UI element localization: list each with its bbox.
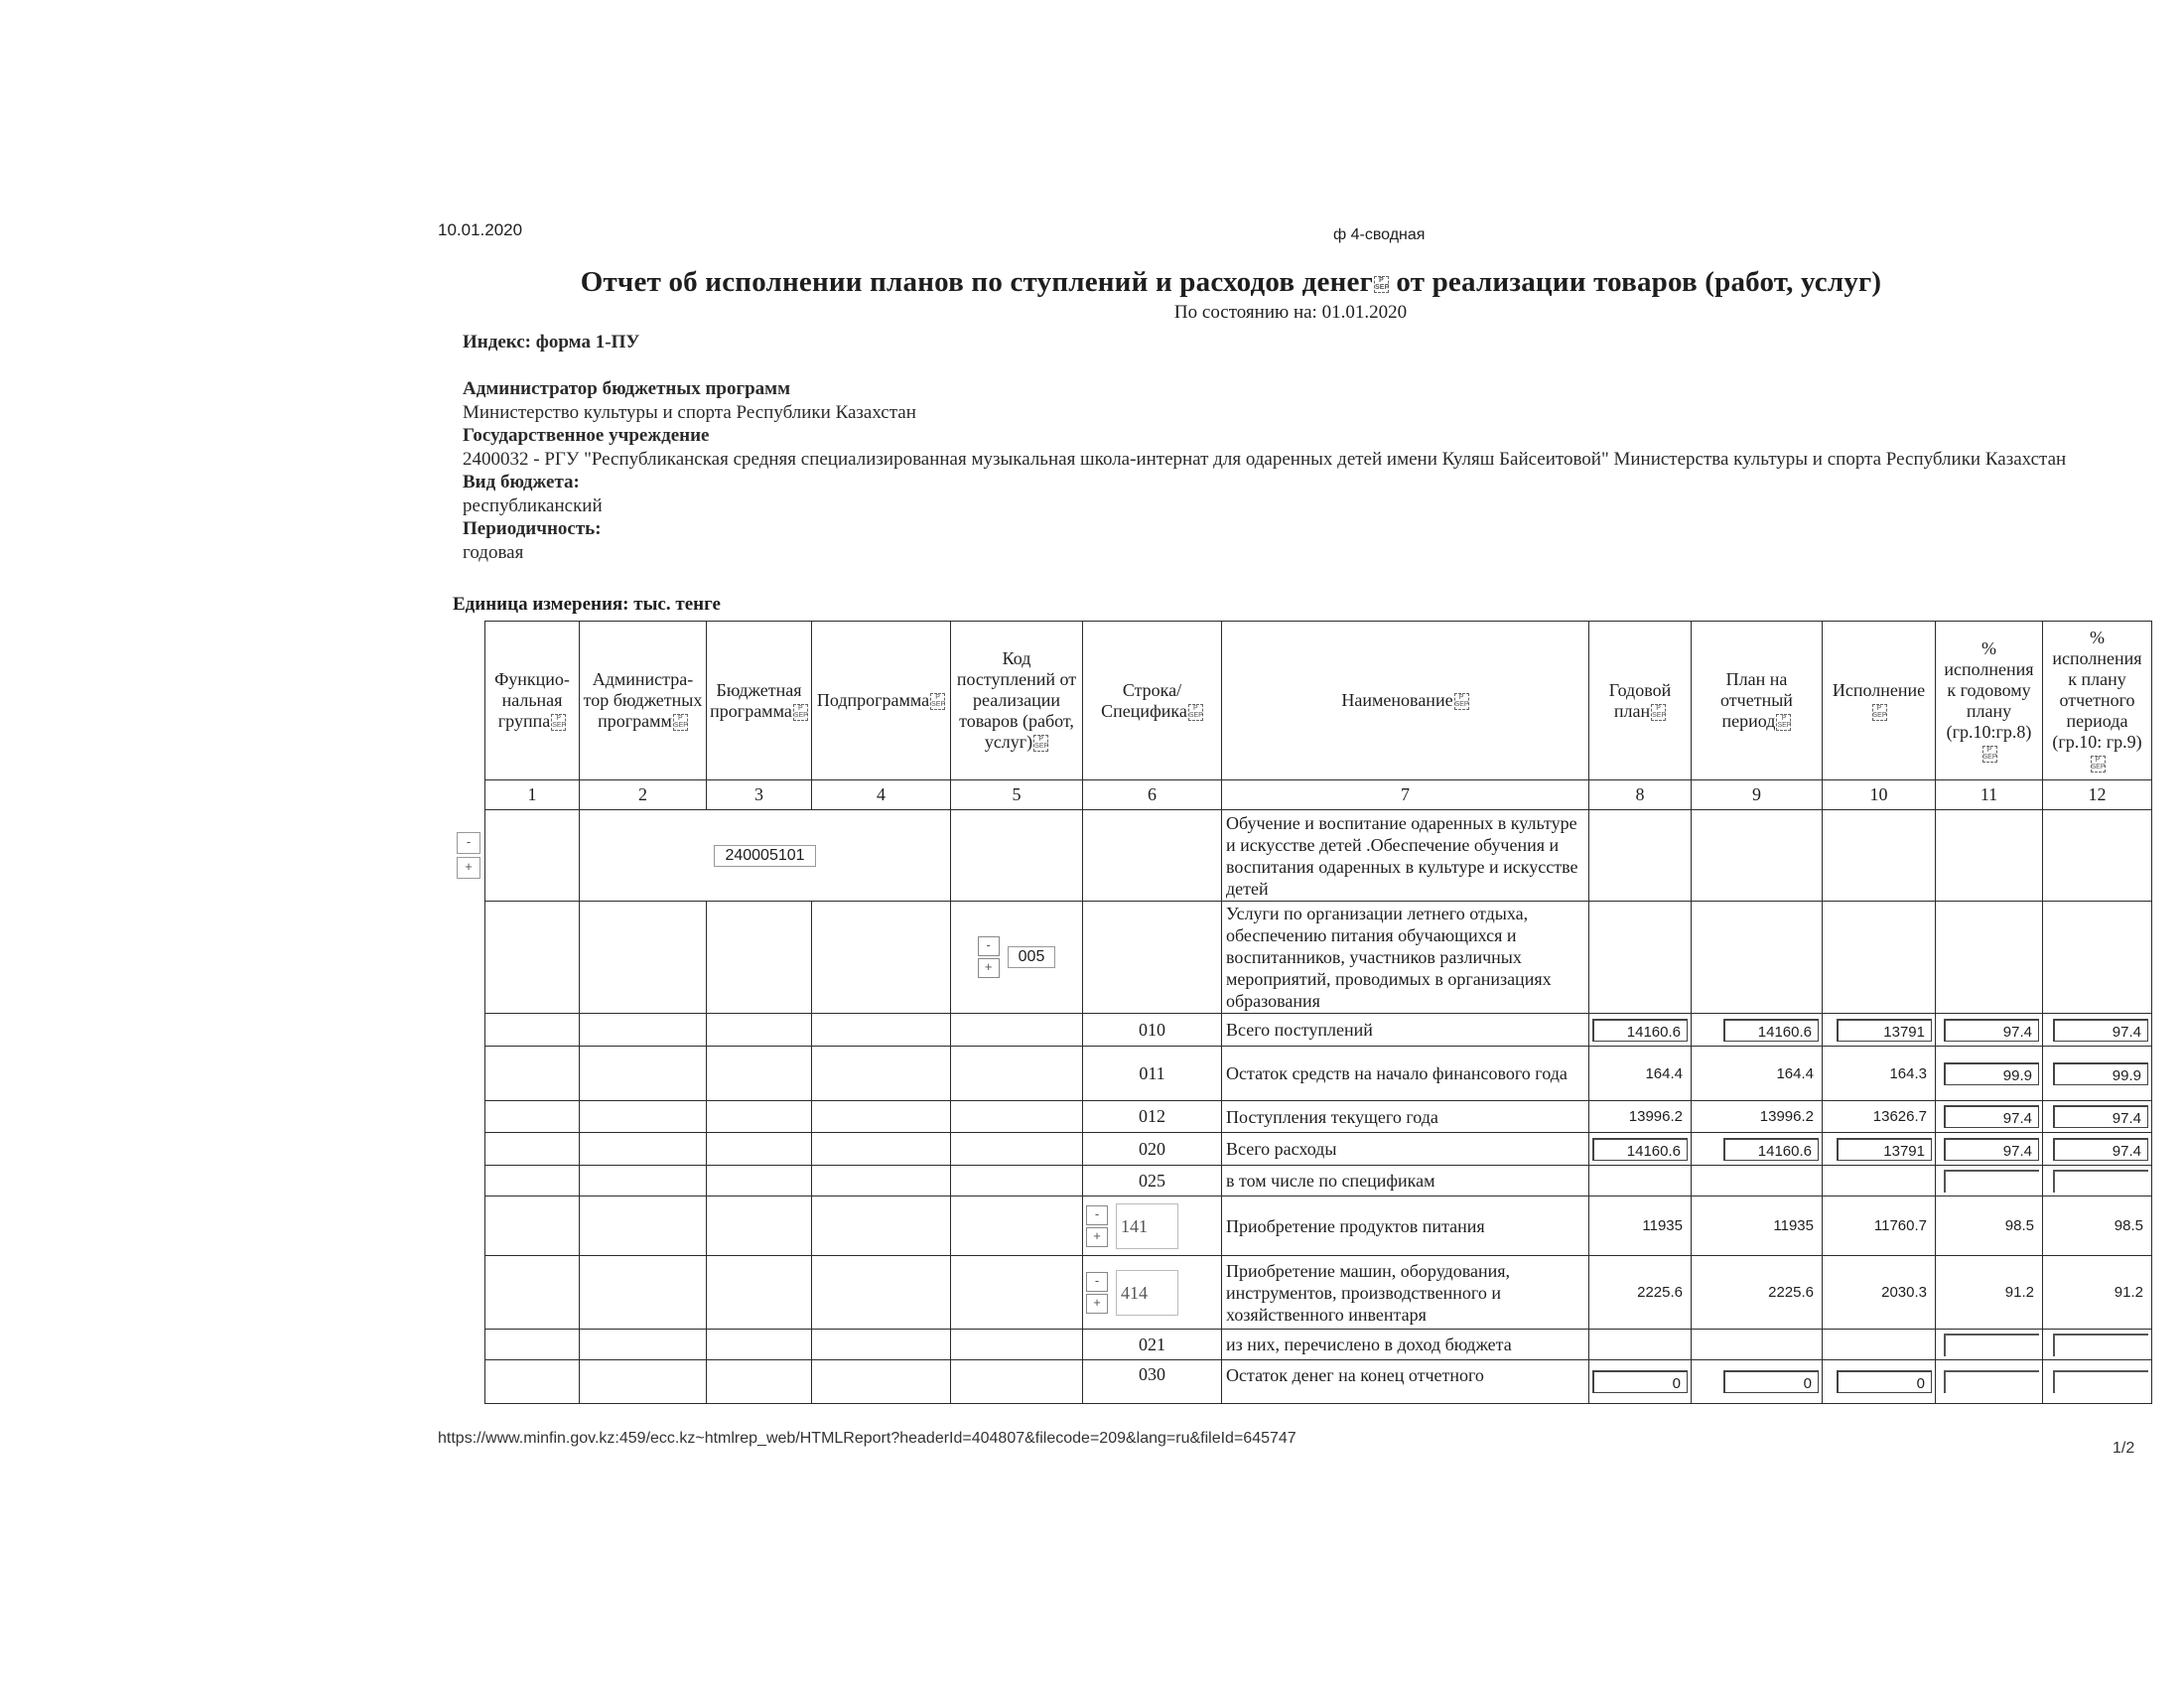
- expand-icon[interactable]: +: [1086, 1294, 1108, 1314]
- col-header-1: Функцио-нальная группа P SEP: [485, 622, 580, 780]
- col-number: 9: [1692, 780, 1823, 810]
- spec-toggle[interactable]: [1086, 1271, 1108, 1315]
- period-plan-value[interactable]: 14160.6: [1723, 1019, 1819, 1042]
- program-row: [485, 810, 2152, 902]
- admin-value: Министерство культуры и спорта Республики Казахстан: [463, 401, 916, 423]
- table-row: [485, 1014, 2152, 1047]
- report-meta: [463, 377, 2101, 564]
- empty-input[interactable]: [2053, 1370, 2148, 1393]
- table-row: [485, 1101, 2152, 1133]
- pct-period-value[interactable]: 99.9: [2053, 1062, 2148, 1085]
- table-row: [485, 1196, 2152, 1256]
- sep-icon: P SEP: [552, 715, 567, 730]
- execution-value[interactable]: 13791: [1837, 1019, 1932, 1042]
- col-number: 11: [1936, 780, 2043, 810]
- col-number: 6: [1083, 780, 1222, 810]
- pct-year-value[interactable]: 97.4: [1944, 1019, 2039, 1042]
- col-header-2: Администра-тор бюджетных программ P SEP: [580, 622, 707, 780]
- col-number: 3: [707, 780, 812, 810]
- institution-label: Государственное учреждение: [463, 425, 710, 446]
- row-name: Всего расходы: [1222, 1133, 1589, 1166]
- annual-plan-value: 11935: [1589, 1196, 1692, 1256]
- annual-plan-value: 164.4: [1589, 1047, 1692, 1101]
- pct-period-value: 91.2: [2043, 1256, 2152, 1330]
- row-name: в том числе по спецификам: [1222, 1166, 1589, 1196]
- empty-input[interactable]: [2053, 1334, 2148, 1356]
- col-header-12: % исполнения к плану отчетного периода (гр.10: гр.9)P SEP: [2043, 622, 2152, 780]
- expand-icon[interactable]: +: [978, 958, 1000, 978]
- periodicity-value: годовая: [463, 541, 524, 563]
- annual-plan-value[interactable]: 14160.6: [1592, 1019, 1688, 1042]
- header-row: [485, 622, 2152, 780]
- title-part-2: ступлений и расходов денег: [1010, 266, 1373, 298]
- line-code: 011: [1083, 1047, 1222, 1101]
- col-number: 4: [812, 780, 951, 810]
- execution-value: 164.3: [1823, 1047, 1936, 1101]
- sep-icon: P SEP: [2091, 757, 2106, 772]
- table-row: [485, 1330, 2152, 1360]
- collapse-icon[interactable]: -: [978, 936, 1000, 956]
- period-plan-value: 13996.2: [1692, 1101, 1823, 1133]
- column-number-row: [485, 780, 2152, 810]
- spec-cell: [1083, 1196, 1222, 1256]
- period-plan-value: 2225.6: [1692, 1256, 1823, 1330]
- col-number: 8: [1589, 780, 1692, 810]
- col-number: 1: [485, 780, 580, 810]
- sep-icon: P SEP: [1454, 694, 1469, 709]
- revenue-name: Услуги по организации летнего отдыха, обеспечению питания обучающихся и воспитанников, участников различных мероприятий, проводимых в организациях образования: [1222, 902, 1589, 1014]
- line-code: 021: [1083, 1330, 1222, 1360]
- period-plan-value: 164.4: [1692, 1047, 1823, 1101]
- pct-year-value: 91.2: [1936, 1256, 2043, 1330]
- title-part-1: Отчет об исполнении планов по: [580, 266, 1004, 298]
- budget-type-label: Вид бюджета:: [463, 472, 580, 492]
- sep-icon: P SEP: [1652, 704, 1667, 719]
- empty-input[interactable]: [1944, 1170, 2039, 1193]
- annual-plan-value[interactable]: 0: [1592, 1370, 1688, 1393]
- row-name: Всего поступлений: [1222, 1014, 1589, 1047]
- table-row: [485, 1047, 2152, 1101]
- print-date: 10.01.2020: [438, 220, 523, 239]
- title-part-3: от реализации товаров (работ, услуг): [1396, 266, 1882, 298]
- col-header-4: Подпрограмма P SEP: [812, 622, 951, 780]
- source-url: https://www.minfin.gov.kz:459/ecc.kz~htmlrep_web/HTMLReport?headerId=404807&filecode=209&lang=ru&fileId=645747: [438, 1430, 1297, 1447]
- as-of-date: По состоянию на: 01.01.2020: [1173, 302, 1408, 323]
- periodicity-label: Периодичность:: [463, 518, 602, 539]
- sep-icon: P SEP: [1982, 746, 1997, 761]
- table-row: [485, 1256, 2152, 1330]
- execution-value[interactable]: 0: [1837, 1370, 1932, 1393]
- row-name: Приобретение продуктов питания: [1222, 1196, 1589, 1256]
- collapse-icon[interactable]: -: [1086, 1205, 1108, 1225]
- program-tree-toggle[interactable]: [457, 832, 480, 882]
- revenue-code-row: [485, 902, 2152, 1014]
- revenue-code[interactable]: 005: [1008, 946, 1056, 968]
- unit-of-measure: Единица измерения: тыс. тенге: [453, 594, 721, 615]
- row-name: Приобретение машин, оборудования, инструментов, производственного и хозяйственного инвентаря: [1222, 1256, 1589, 1330]
- annual-plan-value: 2225.6: [1589, 1256, 1692, 1330]
- line-code: 025: [1083, 1166, 1222, 1196]
- collapse-icon[interactable]: -: [1086, 1272, 1108, 1292]
- empty-input[interactable]: [2053, 1170, 2148, 1193]
- table-row: [485, 1166, 2152, 1196]
- sep-icon: P SEP: [1034, 736, 1049, 751]
- period-plan-value[interactable]: 0: [1723, 1370, 1819, 1393]
- empty-input[interactable]: [1944, 1370, 2039, 1393]
- period-plan-value: 11935: [1692, 1196, 1823, 1256]
- pct-period-value: 98.5: [2043, 1196, 2152, 1256]
- program-name: Обучение и воспитание одаренных в культуре и искусстве детей .Обеспечение обучения и воспитания одаренных в культуре и искусстве детей: [1222, 810, 1589, 902]
- row-name: Остаток денег на конец отчетного: [1222, 1360, 1589, 1404]
- col-header-11: % исполнения к годовому плану (гр.10:гр.8)P SEP: [1936, 622, 2043, 780]
- col-header-3: Бюджетная программа P SEP: [707, 622, 812, 780]
- col-number: 10: [1823, 780, 1936, 810]
- sep-icon: P SEP: [1188, 704, 1203, 719]
- period-plan-value[interactable]: 14160.6: [1723, 1138, 1819, 1161]
- pct-year-value: 98.5: [1936, 1196, 2043, 1256]
- expand-icon[interactable]: +: [457, 857, 480, 879]
- execution-value: 13626.7: [1823, 1101, 1936, 1133]
- budget-type-value: республиканский: [463, 494, 603, 516]
- sep-icon: P SEP: [1777, 715, 1792, 730]
- line-code: 012: [1083, 1101, 1222, 1133]
- revenue-code-cell: [951, 902, 1083, 1014]
- sep-icon: P SEP: [931, 694, 946, 709]
- col-header-9: План на отчетный период P SEP: [1692, 622, 1823, 780]
- execution-value: 2030.3: [1823, 1256, 1936, 1330]
- program-code-cell: [580, 810, 951, 902]
- col-number: 7: [1222, 780, 1589, 810]
- form-name: ф 4-сводная: [1333, 226, 1426, 243]
- col-header-6: Строка/ Специфика P SEP: [1083, 622, 1222, 780]
- col-number: 12: [2043, 780, 2152, 810]
- execution-value[interactable]: 13791: [1837, 1138, 1932, 1161]
- institution-value: 2400032 - РГУ "Республиканская средняя специализированная музыкальная школа-интернат для одаренных детей имени Куляш Байсеитовой" Министерства культуры и спорта Республики Казахстан: [463, 448, 2067, 470]
- table-row: [485, 1133, 2152, 1166]
- spec-cell: [1083, 1256, 1222, 1330]
- program-code[interactable]: 240005101: [714, 845, 815, 867]
- revenue-code-toggle[interactable]: [978, 935, 1000, 979]
- line-code: 030: [1083, 1360, 1222, 1404]
- annual-plan-value[interactable]: 14160.6: [1592, 1138, 1688, 1161]
- col-header-8: Годовой план P SEP: [1589, 622, 1692, 780]
- pct-period-value[interactable]: 97.4: [2053, 1105, 2148, 1128]
- col-number: 5: [951, 780, 1083, 810]
- execution-value: 11760.7: [1823, 1196, 1936, 1256]
- spec-toggle[interactable]: [1086, 1204, 1108, 1248]
- collapse-icon[interactable]: -: [457, 832, 480, 854]
- pct-year-value[interactable]: 97.4: [1944, 1138, 2039, 1161]
- report-title: [496, 266, 1966, 299]
- row-name: Остаток средств на начало финансового года: [1222, 1047, 1589, 1101]
- empty-input[interactable]: [1944, 1334, 2039, 1356]
- report-table: [484, 621, 2152, 1404]
- sep-icon: P SEP: [1374, 276, 1390, 291]
- spec-code: 414: [1121, 1282, 1148, 1303]
- col-header-5: Код поступлений от реализации товаров (работ, услуг) P SEP: [951, 622, 1083, 780]
- sep-icon: P SEP: [793, 704, 808, 719]
- col-number: 2: [580, 780, 707, 810]
- form-index: Индекс: форма 1-ПУ: [463, 332, 640, 352]
- annual-plan-value: 13996.2: [1589, 1101, 1692, 1133]
- col-header-7: Наименование P SEP: [1222, 622, 1589, 780]
- line-code: 010: [1083, 1014, 1222, 1047]
- sep-icon: P SEP: [673, 715, 688, 730]
- table-row: [485, 1360, 2152, 1404]
- col-header-10: ИсполнениеP SEP: [1823, 622, 1936, 780]
- pct-year-value[interactable]: 99.9: [1944, 1062, 2039, 1085]
- admin-label: Администратор бюджетных программ: [463, 378, 791, 399]
- row-name: из них, перечислено в доход бюджета: [1222, 1330, 1589, 1360]
- pct-period-value[interactable]: 97.4: [2053, 1019, 2148, 1042]
- line-code: 020: [1083, 1133, 1222, 1166]
- pct-year-value[interactable]: 97.4: [1944, 1105, 2039, 1128]
- spec-code: 141: [1121, 1215, 1148, 1236]
- pct-period-value[interactable]: 97.4: [2053, 1138, 2148, 1161]
- row-name: Поступления текущего года: [1222, 1101, 1589, 1133]
- expand-icon[interactable]: +: [1086, 1227, 1108, 1247]
- page-number: 1/2: [2113, 1440, 2135, 1457]
- sep-icon: P SEP: [1872, 704, 1887, 719]
